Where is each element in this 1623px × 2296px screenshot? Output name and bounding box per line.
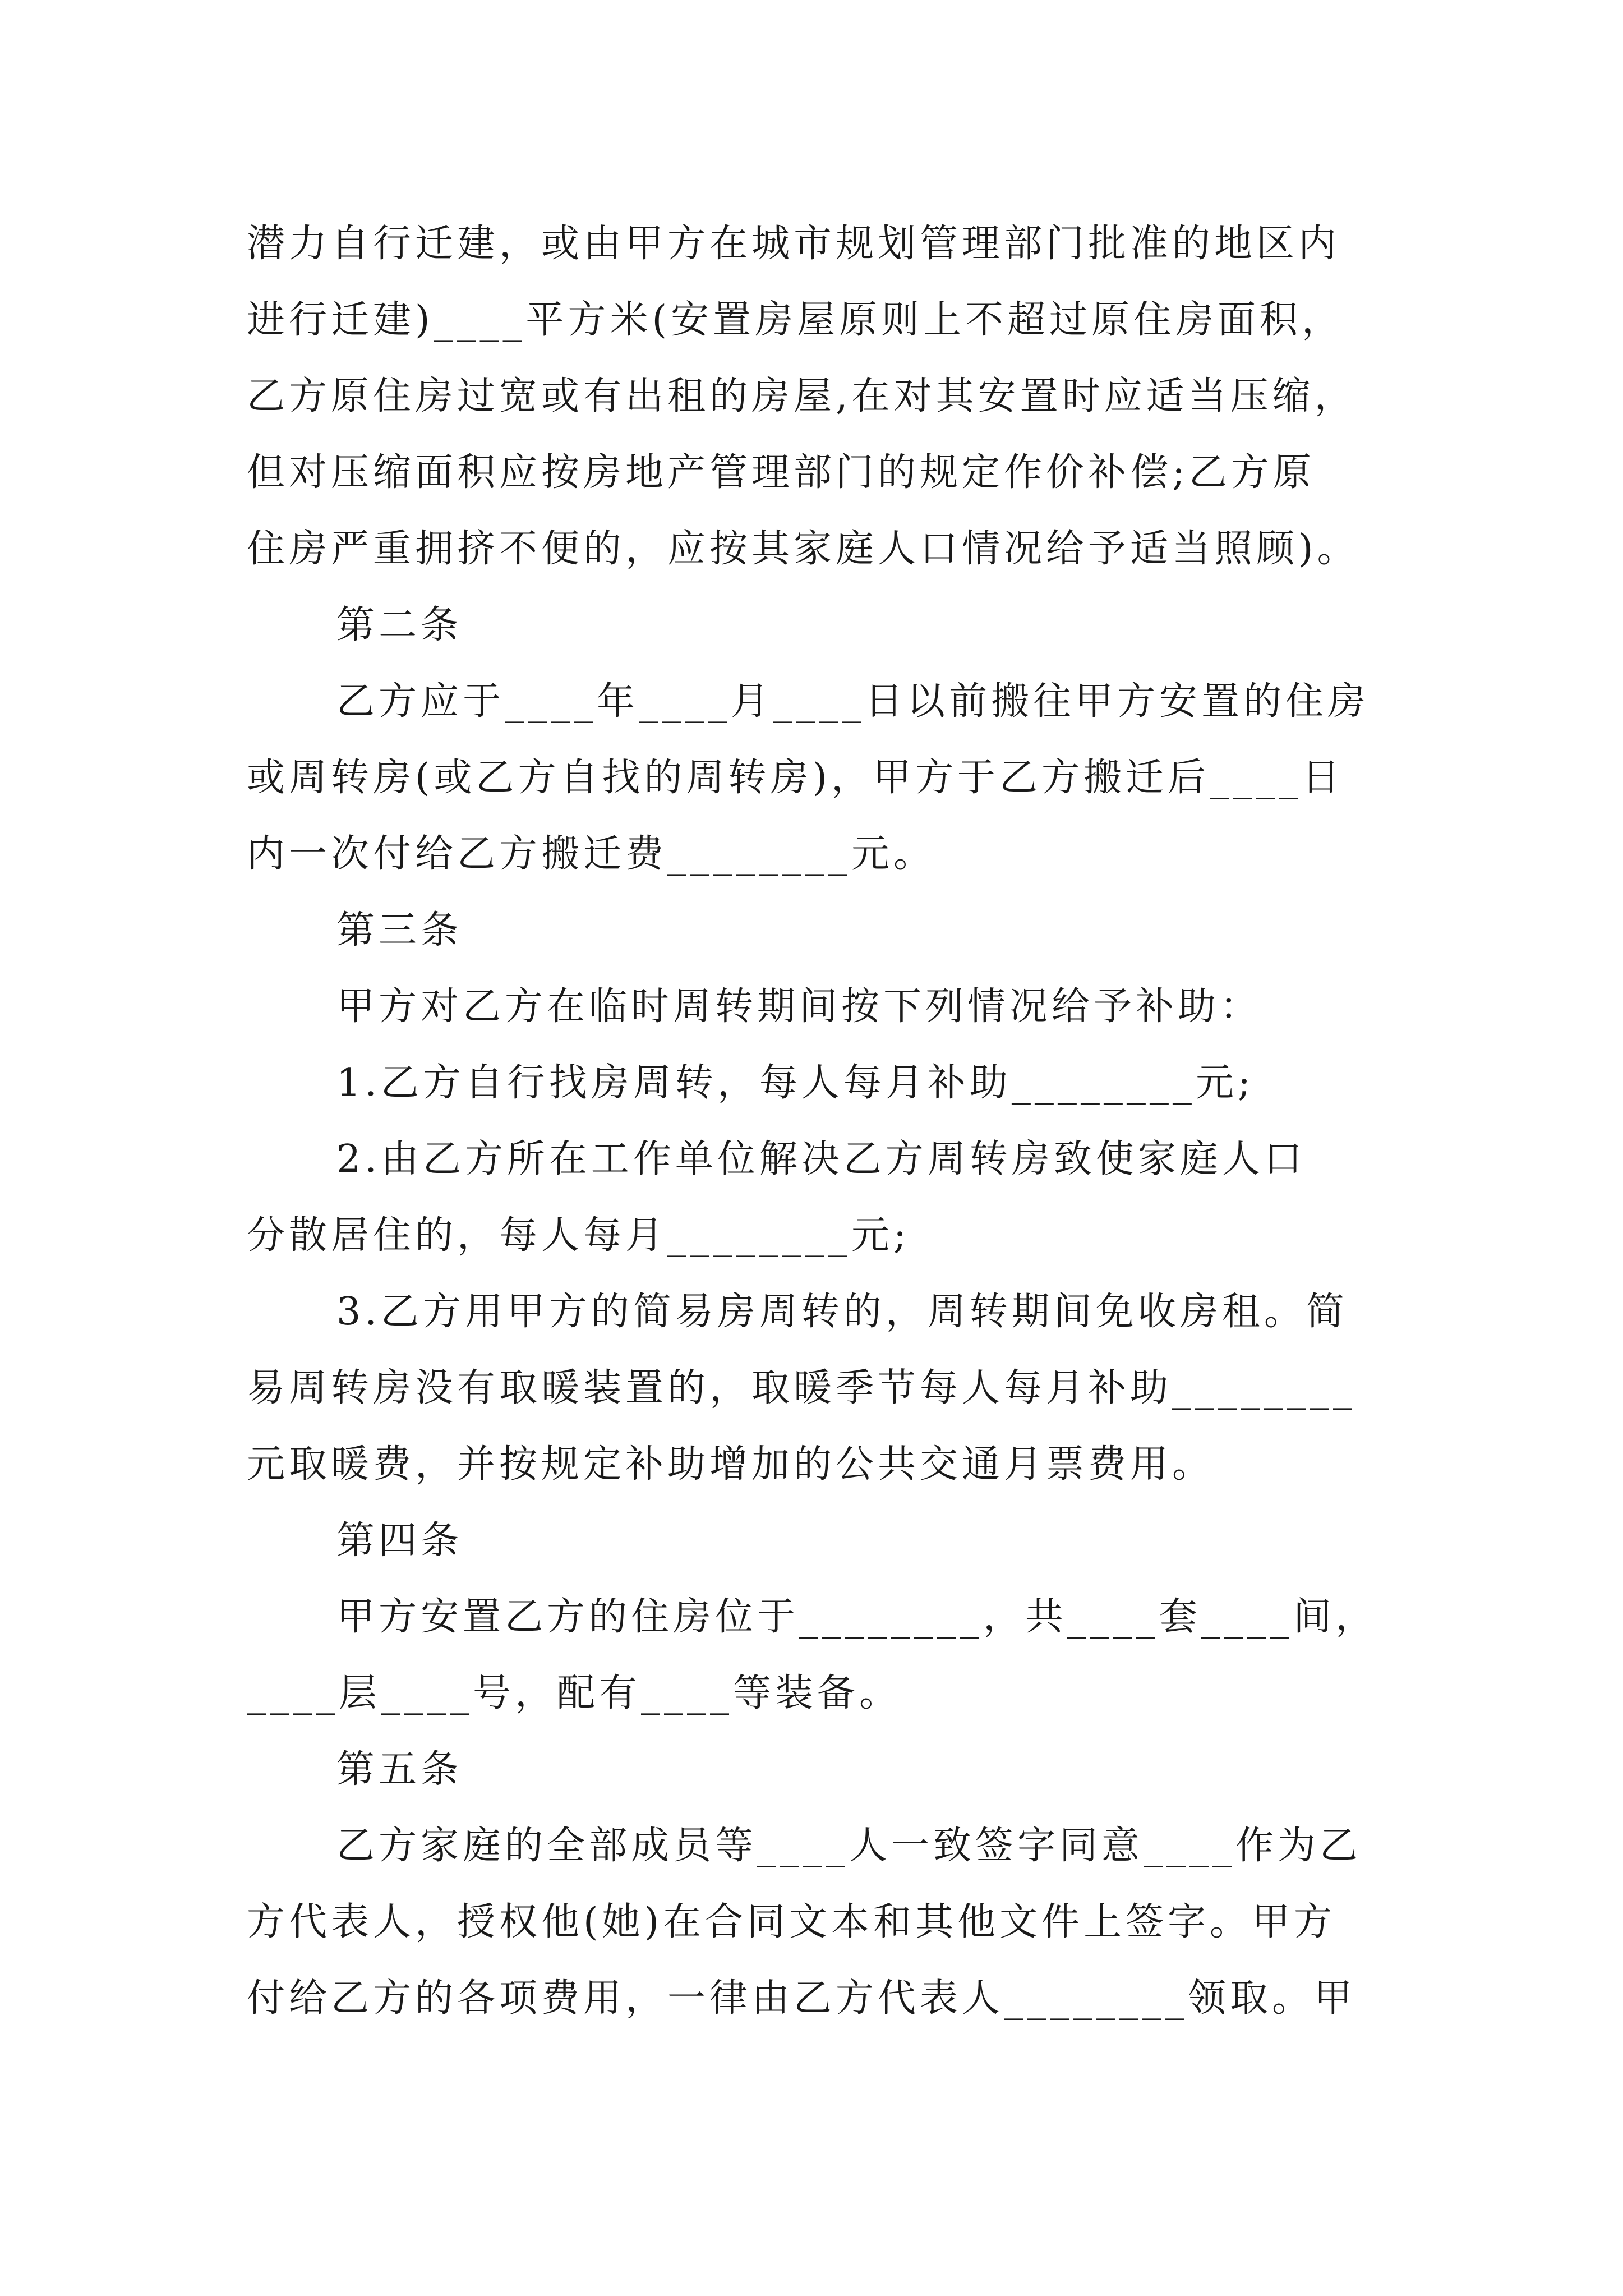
paragraph-line: 易周转房没有取暖装置的，取暖季节每人每月补助________: [247, 1366, 1357, 1410]
paragraph-line: 分散居住的，每人每月________元;: [247, 1213, 910, 1258]
paragraph-line: 付给乙方的各项费用，一律由乙方代表人________领取。甲: [247, 1976, 1357, 2021]
paragraph-line: 甲方对乙方在临时周转期间按下列情况给予补助：: [336, 984, 1262, 1029]
paragraph-line: 方代表人，授权他(她)在合同文本和其他文件上签字。甲方: [247, 1900, 1336, 1944]
paragraph-line: 住房严重拥挤不便的，应按其家庭人口情况给予适当照顾)。: [247, 527, 1359, 571]
paragraph-line: 乙方应于____年____月____日以前搬往甲方安置的住房: [336, 679, 1370, 724]
list-item: 3.乙方用甲方的简易房周转的，周转期间免收房租。简: [336, 1290, 1348, 1334]
article-heading: 第二条: [336, 603, 463, 647]
paragraph-line: 潜力自行迁建，或由甲方在城市规划管理部门批准的地区内: [247, 222, 1341, 266]
paragraph-line: ____层____号，配有____等装备。: [247, 1671, 902, 1715]
paragraph-line: 或周转房(或乙方自找的周转房)，甲方于乙方搬迁后____日: [247, 756, 1344, 800]
list-item: 2.由乙方所在工作单位解决乙方周转房致使家庭人口: [336, 1137, 1306, 1181]
paragraph-line: 但对压缩面积应按房地产管理部门的规定作价补偿;乙方原: [247, 450, 1315, 495]
list-item: 1.乙方自行找房周转，每人每月补助________元;: [336, 1061, 1255, 1105]
paragraph-line: 乙方家庭的全部成员等____人一致签字同意____作为乙: [336, 1824, 1362, 1868]
paragraph-line: 进行迁建)____平方米(安置房屋原则上不超过原住房面积，: [247, 298, 1344, 342]
paragraph-line: 甲方安置乙方的住房位于________，共____套____间，: [336, 1595, 1378, 1639]
paragraph-line: 元取暖费，并按规定补助增加的公共交通月票费用。: [247, 1442, 1215, 1487]
article-heading: 第四条: [336, 1519, 463, 1563]
paragraph-line: 内一次付给乙方搬迁费________元。: [247, 832, 936, 876]
article-heading: 第三条: [336, 908, 463, 953]
paragraph-line: 乙方原住房过宽或有出租的房屋,在对其安置时应适当压缩，: [247, 374, 1357, 418]
article-heading: 第五条: [336, 1747, 463, 1792]
